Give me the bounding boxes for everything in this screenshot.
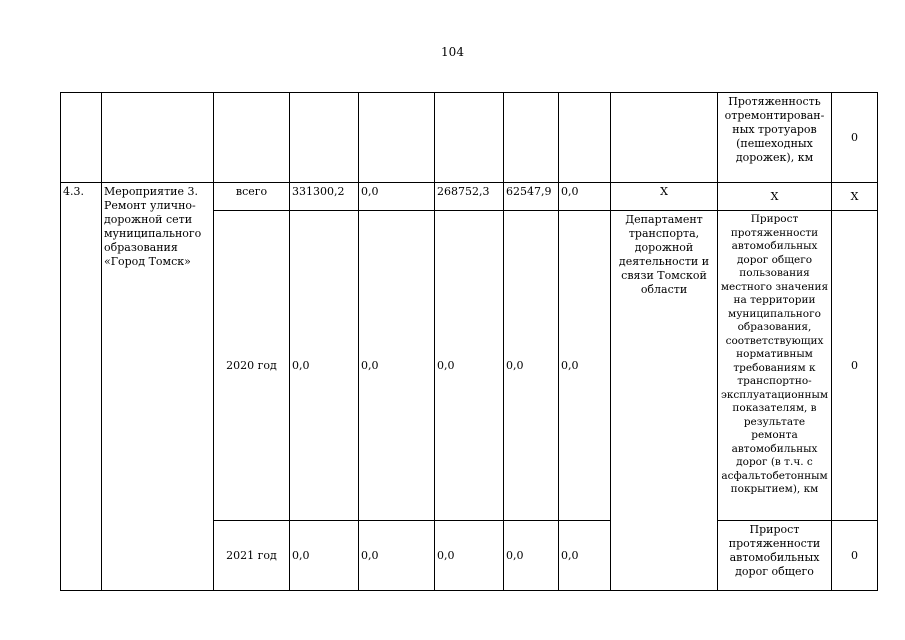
cell-number: 4.3.	[61, 183, 102, 591]
cell-indicator	[718, 93, 832, 183]
line: связи Томской	[621, 269, 707, 282]
cell-target-value: 0	[832, 521, 878, 591]
cell-col4: 0,0	[504, 211, 559, 521]
line: муниципального	[728, 307, 821, 320]
line: на территории	[733, 294, 816, 306]
line: отремонтирован-	[724, 109, 825, 122]
line: Мероприятие 3.	[104, 185, 198, 198]
cell-col5: 0,0	[559, 521, 611, 591]
line: протяженности	[728, 537, 821, 550]
line: (пешеходных	[736, 137, 813, 150]
line: Прирост	[749, 523, 800, 536]
line: автомобильных	[731, 442, 818, 455]
line: автомобильных	[729, 551, 820, 564]
cell-period: 2020 год	[214, 211, 290, 521]
cell-measure	[102, 93, 214, 183]
line: ных тротуаров	[732, 123, 817, 136]
cell-executor: X	[611, 183, 718, 211]
line: Ремонт улично-	[104, 199, 196, 212]
cell-period: всего	[214, 183, 290, 211]
cell-measure	[102, 183, 214, 591]
cell-total	[290, 93, 359, 183]
cell-col3	[435, 93, 504, 183]
line: дорожной сети	[104, 213, 193, 226]
line: муниципального	[104, 227, 202, 240]
cell-col3: 268752,3	[435, 183, 504, 211]
line: Департамент	[625, 213, 703, 226]
line: эксплуатационным	[720, 388, 829, 401]
page-number: 104	[441, 45, 464, 59]
line: автомобильных	[731, 240, 818, 252]
cell-executor	[611, 211, 718, 591]
cell-col4: 0,0	[504, 521, 559, 591]
line: соответствующих	[725, 334, 824, 347]
cell-target-value: 0	[832, 93, 878, 183]
line: Протяженность	[728, 95, 821, 108]
line: местного значения	[720, 280, 829, 293]
cell-col3: 0,0	[435, 521, 504, 591]
cell-col5: 0,0	[559, 211, 611, 521]
cell-col2: 0,0	[359, 521, 435, 591]
cell-col5	[559, 93, 611, 183]
cell-period	[214, 93, 290, 183]
line: дорожной	[634, 241, 694, 254]
line: транспортно-	[737, 375, 812, 387]
line: образования,	[737, 321, 812, 333]
cell-total: 0,0	[290, 521, 359, 591]
cell-col5: 0,0	[559, 183, 611, 211]
line: асфальтобетонным	[721, 469, 828, 482]
cell-indicator	[718, 211, 832, 521]
cell-total: 0,0	[290, 211, 359, 521]
line: транспорта,	[628, 227, 700, 240]
line: показателям, в	[732, 402, 817, 414]
line: нормативным	[736, 348, 813, 360]
line: дорог общего	[735, 565, 814, 578]
line: деятельности и	[618, 255, 710, 268]
line: образования	[104, 241, 178, 254]
line: дорожек), км	[735, 151, 814, 164]
line: результате ремонта	[743, 415, 806, 441]
line: требованиям к	[733, 361, 816, 374]
cell-indicator: X	[718, 183, 832, 211]
cell-indicator	[718, 521, 832, 591]
cell-col4: 62547,9	[504, 183, 559, 211]
table-row	[61, 183, 878, 211]
line: покрытием), км	[730, 483, 819, 495]
cell-col2: 0,0	[359, 211, 435, 521]
cell-col2	[359, 93, 435, 183]
line: Прирост	[750, 213, 799, 225]
cell-target-value: 0	[832, 211, 878, 521]
line: протяженности	[730, 226, 819, 239]
cell-period: 2021 год	[214, 521, 290, 591]
line: дорог общего	[736, 253, 813, 266]
cell-col4	[504, 93, 559, 183]
cell-executor	[611, 93, 718, 183]
line: области	[640, 283, 688, 296]
cell-target-value: X	[832, 183, 878, 211]
budget-table	[60, 92, 878, 591]
cell-col3: 0,0	[435, 211, 504, 521]
cell-total: 331300,2	[290, 183, 359, 211]
line: пользования	[739, 267, 810, 279]
cell-col2: 0,0	[359, 183, 435, 211]
cell-number	[61, 93, 102, 183]
table-row	[61, 93, 878, 183]
line: дорог (в т.ч. с	[736, 456, 813, 468]
line: «Город Томск»	[104, 255, 191, 268]
